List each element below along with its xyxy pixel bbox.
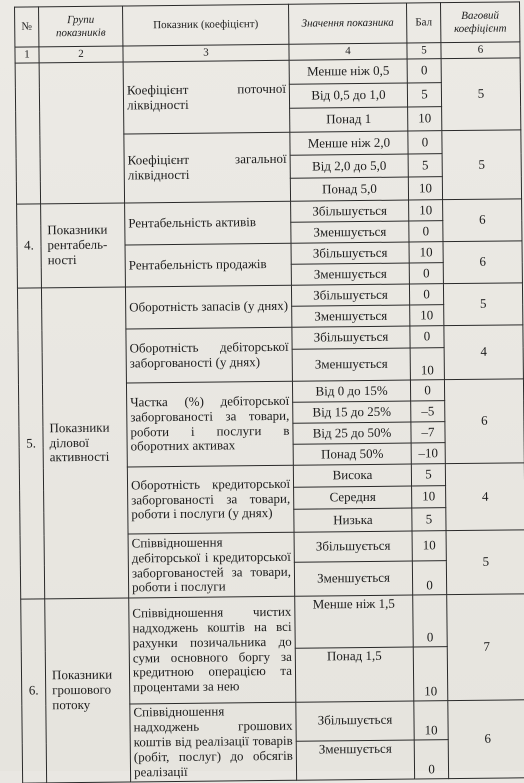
- weight-cell: 5: [443, 283, 522, 326]
- value-cell: Від 0 до 15%: [292, 380, 410, 402]
- weight-cell: 6: [443, 199, 522, 242]
- score-cell: 5: [408, 154, 442, 177]
- score-cell: 10: [409, 200, 443, 221]
- score-cell: 0: [409, 263, 443, 284]
- score-cell: 0: [412, 561, 446, 595]
- value-cell: Понад 50%: [293, 443, 411, 465]
- score-cell: 0: [409, 221, 443, 242]
- score-cell: 0: [409, 284, 443, 305]
- value-cell: Збільшується: [296, 701, 414, 741]
- value-cell: Зменшується: [291, 263, 409, 285]
- group-number-cell: [15, 63, 40, 204]
- score-cell: 10: [409, 242, 443, 263]
- value-cell: Від 0,5 до 1,0: [289, 83, 407, 108]
- indicator-current-liquidity: Коефіцієнт поточної ліквідності: [123, 60, 290, 134]
- weight-cell: 4: [444, 325, 524, 380]
- indicator-general-liquidity: Коефіцієнт загальної ліквідності: [124, 132, 291, 203]
- score-cell: 0: [410, 326, 444, 348]
- score-cell: 10: [408, 107, 442, 131]
- header-score: Бал: [406, 3, 440, 43]
- score-cell: 5: [407, 83, 441, 107]
- group-name-profitability: Показники рентабель-ності: [41, 203, 126, 288]
- colnum-5: 5: [407, 43, 441, 59]
- weight-cell: 4: [445, 463, 524, 531]
- value-cell: Збільшується: [294, 531, 412, 562]
- value-cell: Середня: [294, 486, 412, 509]
- value-cell: Від 25 до 50%: [293, 422, 411, 444]
- score-cell: 10: [412, 531, 446, 561]
- value-cell: Менше ніж 0,5: [289, 59, 407, 84]
- table-row: [17, 199, 522, 225]
- colnum-2: 2: [39, 46, 123, 63]
- weight-cell: 7: [447, 594, 524, 701]
- score-cell: 0: [408, 131, 442, 154]
- value-cell: Зменшується: [292, 305, 410, 327]
- score-cell: –7: [411, 422, 445, 443]
- score-cell: 10: [412, 486, 446, 508]
- group-name-cash-flow: Показники грошового потоку: [45, 598, 131, 783]
- score-cell: 0: [407, 59, 441, 83]
- indicator-net-inflow-to-debt: Співвідношення чистих надходжень коштів на всі рахунки позичальника до суми основного боргу за кредитною операцією та процентами за нею: [129, 596, 296, 704]
- indicator-return-on-assets: Рентабельність активів: [125, 201, 291, 245]
- group-number-6: 6.: [21, 599, 47, 783]
- weight-cell: 6: [448, 700, 524, 779]
- header-row: [15, 2, 520, 47]
- score-cell: 5: [411, 464, 445, 486]
- indicator-sales-cash-ratio: Співвідношення надходжень грошових коштів від реалізації товарів (робіт, послуг) до обсягів реалізації: [130, 702, 297, 781]
- indicator-receivables-turnover: Оборотність дебіторської заборгованості (у днях): [126, 327, 293, 383]
- value-cell: Зменшується: [296, 740, 414, 780]
- score-cell: –5: [411, 401, 445, 422]
- weight-cell: 6: [443, 241, 522, 284]
- header-group: Групи показників: [39, 6, 123, 47]
- group-number-4: 4.: [17, 204, 42, 288]
- colnum-3: 3: [123, 44, 289, 62]
- score-cell: 10: [408, 177, 442, 200]
- group-name-cell: [39, 62, 124, 204]
- weight-cell: 6: [444, 379, 524, 464]
- value-cell: Висока: [293, 464, 411, 487]
- indicator-inventory-turnover: Оборотність запасів (у днях): [125, 285, 291, 329]
- score-cell: 10: [410, 348, 444, 380]
- value-cell: Понад 1,5: [295, 647, 414, 702]
- value-cell: Зменшується: [292, 348, 410, 381]
- weight-cell: 5: [446, 530, 524, 595]
- value-cell: Менше ніж 1,5: [295, 595, 414, 648]
- colnum-4: 4: [289, 43, 407, 60]
- value-cell: Збільшується: [291, 284, 409, 306]
- value-cell: Від 15 до 25%: [293, 401, 411, 423]
- group-name-business-activity: Показники ділової активності: [41, 287, 128, 599]
- value-cell: Низька: [294, 508, 412, 532]
- table-row: [21, 594, 524, 651]
- score-cell: 0: [410, 380, 444, 401]
- value-cell: Збільшується: [292, 326, 410, 349]
- table-row: [15, 58, 520, 87]
- header-indicator: Показник (коефіцієнт): [123, 4, 289, 46]
- table-row: [17, 283, 522, 309]
- score-cell: 10: [410, 305, 444, 326]
- weight-cell: 5: [441, 58, 521, 131]
- value-cell: Збільшується: [291, 242, 409, 264]
- header-no: №: [15, 7, 39, 47]
- value-cell: Зменшується: [294, 561, 412, 596]
- group-number-5: 5.: [17, 288, 44, 599]
- value-cell: Менше ніж 2,0: [290, 131, 408, 155]
- header-value: Значення показника: [289, 3, 407, 44]
- value-cell: Збільшується: [291, 200, 409, 222]
- scoring-table: [14, 1, 524, 783]
- score-cell: –10: [411, 443, 445, 464]
- score-cell: 10: [413, 647, 448, 701]
- indicator-return-on-sales: Рентабельність продажів: [125, 243, 291, 287]
- score-cell: 10: [414, 701, 448, 740]
- indicator-receivables-share: Частка (%) дебіторської заборгованості за товари, роботи і послуги в оборотних активах: [126, 381, 293, 467]
- colnum-6: 6: [441, 42, 520, 59]
- value-cell: Понад 1: [290, 107, 408, 132]
- value-cell: Від 2,0 до 5,0: [290, 154, 408, 178]
- score-cell: 0: [414, 739, 448, 778]
- value-cell: Зменшується: [291, 221, 409, 243]
- score-cell: 5: [412, 508, 446, 531]
- weight-cell: 5: [442, 130, 522, 200]
- score-cell: 0: [413, 595, 448, 647]
- colnum-1: 1: [15, 47, 39, 63]
- indicator-receivables-payables-ratio: Співвідношення дебіторської і кредиторської заборгованостей за товари, роботи і послуги: [128, 532, 295, 598]
- indicator-payables-turnover: Оборотність кредиторської заборгованості за товари, роботи і послуги (у днях): [127, 465, 294, 534]
- header-weight: Ваговий коефіцієнт: [440, 2, 519, 43]
- value-cell: Понад 5,0: [290, 177, 408, 201]
